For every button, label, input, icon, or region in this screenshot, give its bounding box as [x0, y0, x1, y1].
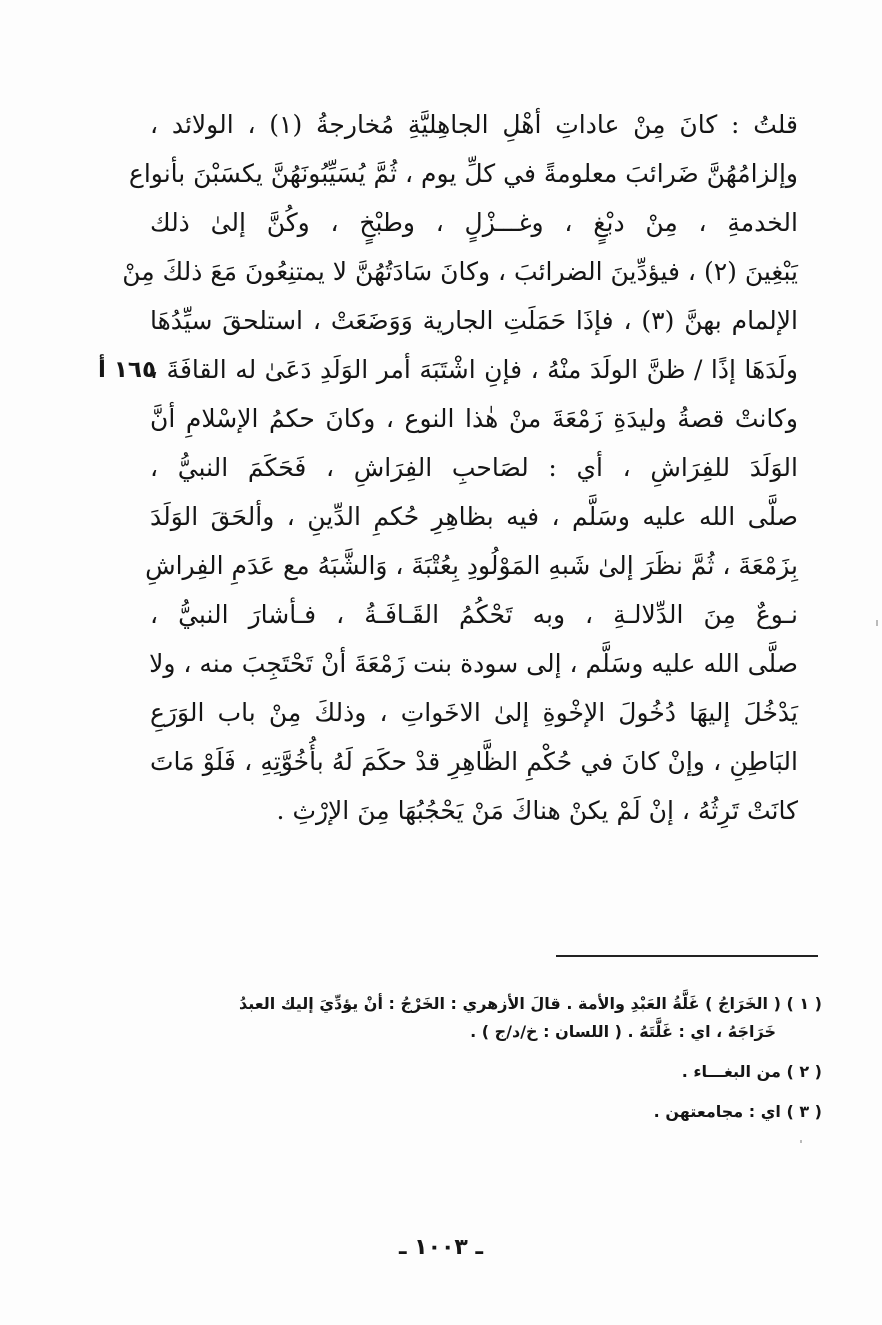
page-number: ـ ١٠٠٣ ـ: [398, 1235, 484, 1260]
text-line: يَبْغِينَ (٢) ، فيؤدِّينَ الضرائبَ ، وكانَ سَادَتُهُنَّ لا يمتنِعُونَ مَعَ ذلكَ مِنْ: [122, 257, 798, 286]
footnote-separator: [556, 955, 818, 957]
text-line: نـوعٌ مِنَ الدِّلالـةِ ، وبه تَحْكُمُ القَـافَـةُ ، فـأشارَ النبيُّ ،: [150, 600, 798, 629]
footnote-2: ( ٢ ) من البغـــاء .: [681, 1062, 822, 1081]
text-line: وكانتْ قصةُ وليدَةِ زَمْعَةَ منْ هٰذا النوع ، وكانَ حكمُ الإسْلامِ أنَّ: [150, 404, 798, 433]
text-line: صلَّى الله عليه وسَلَّم ، إلى سودة بنت زَمْعَةَ أنْ تَحْتَجِبَ منه ، ولا: [149, 649, 798, 678]
text-line: قلتُ : كانَ مِنْ عاداتِ أهْلِ الجاهِليَّةِ مُخارجةُ (١) ، الولائد ،: [150, 110, 798, 139]
scan-artifact: [800, 1140, 802, 1143]
footnote-1: ( ١ ) ( الخَرَاجُ ) غَلَّةُ العَبْدِ والأمة . قالَ الأزهري : الخَرْجُ : أنْ يؤدِّيَ إليك العبدُ: [238, 994, 822, 1013]
manuscript-folio-marker: ١٦٥ أ: [97, 357, 156, 383]
scan-artifact: [876, 620, 878, 626]
footnotes: [150, 990, 822, 1126]
text-line: الإلمام بهنَّ (٣) ، فإذَا حَمَلَتِ الجارية وَوَضَعَتْ ، استلحقَ سيِّدُهَا: [150, 306, 798, 335]
footnote-3: ( ٣ ) اي : مجامعتهن .: [653, 1102, 822, 1121]
text-line: بِزَمْعَةَ ، ثُمَّ نظَرَ إلىٰ شَبهِ المَوْلُودِ بِعُتْبَةَ ، وَالشَّبَهُ مع عَدَمِ الفِراشِ: [145, 551, 798, 580]
footnote-1-continuation: خَرَاجَهُ ، اي : غَلَّتَهُ . ( اللسان : خ/د/ج ) .: [470, 1022, 776, 1041]
text-line: الوَلَدَ للفِرَاشِ ، أي : لصَاحبِ الفِرَاشِ ، فَحَكَمَ النبيُّ ،: [150, 453, 798, 482]
text-line: وإلزامُهُنَّ ضَرائبَ معلومةً في كلِّ يوم ، ثُمَّ يُسَيِّبُونَهُنَّ يكسَبْنَ بأنواع: [128, 159, 798, 188]
text-line: الخدمةِ ، مِنْ دبْغٍ ، وغـــزْلٍ ، وطبْخٍ ، وكُنَّ إلىٰ ذلك: [150, 208, 798, 237]
text-line: يَدْخُلَ إليهَا دُخُولَ الإخْوةِ إلىٰ الاخَواتِ ، وذلكَ مِنْ باب الوَرَعِ: [150, 698, 798, 727]
text-line: كانَتْ تَرِثُهُ ، إنْ لَمْ يكنْ هناكَ مَنْ يَحْجُبُهَا مِنَ الإرْثِ .: [276, 796, 798, 825]
text-line: البَاطِنِ ، وإنْ كانَ في حُكْمِ الظَّاهِرِ قدْ حكَمَ لَهُ بأُخُوَّتِهِ ، فَلَوْ مَاتَ: [150, 747, 798, 776]
text-line: صلَّى الله عليه وسَلَّم ، فيه بظاهِرِ حُكمِ الدِّينِ ، وألحَقَ الوَلَدَ: [150, 502, 798, 531]
text-line: ولَدَهَا إذًا / ظنَّ الولَدَ منْهُ ، فإنِ اشْتَبَهَ أمر الوَلَدِ دَعَىٰ له القافَةَ ،: [150, 355, 798, 384]
